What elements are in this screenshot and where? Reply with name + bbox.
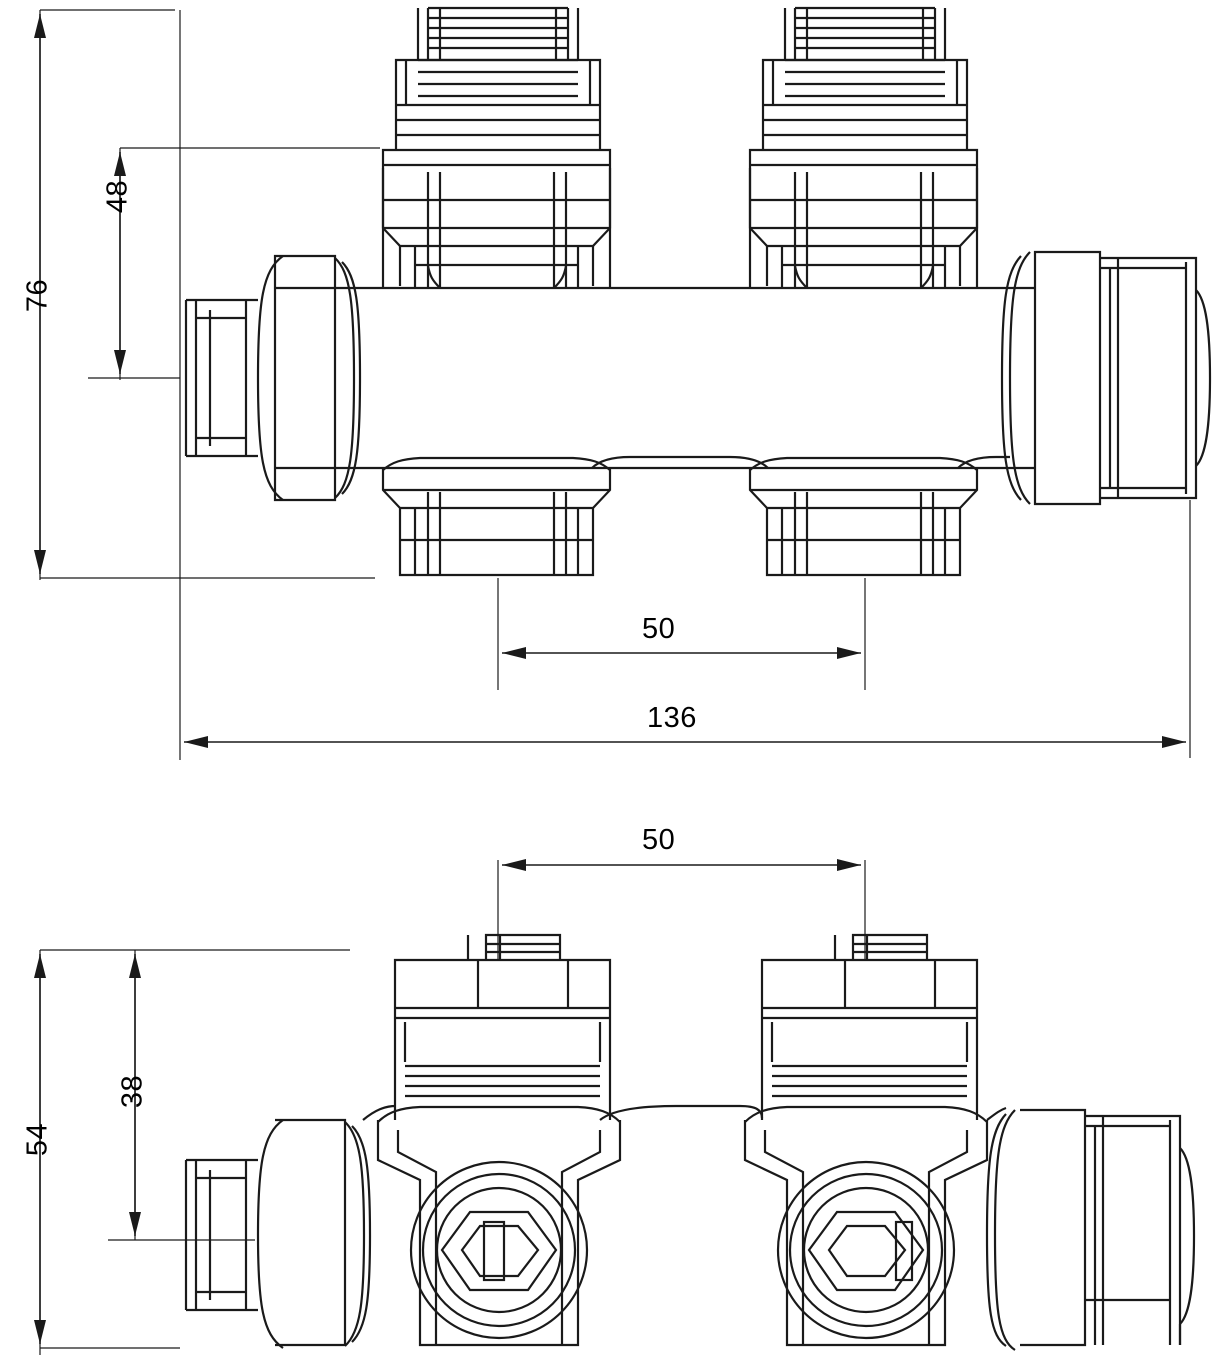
dimension-label-height-upper-port: 48: [101, 179, 134, 214]
dimension-label-port-spacing-top: 50: [642, 613, 676, 645]
dimension-label-height-body: 38: [116, 1074, 149, 1109]
top-view-geometry: [186, 8, 1210, 575]
dimension-label-height-overall-front: 54: [21, 1122, 54, 1157]
dimension-label-port-spacing-front: 50: [642, 824, 676, 856]
dimension-label-height-overall-top: 76: [21, 278, 54, 313]
dimension-label-length-overall: 136: [647, 702, 697, 734]
front-view-geometry: [186, 935, 1194, 1350]
top-view-dimensions: [34, 10, 1190, 760]
